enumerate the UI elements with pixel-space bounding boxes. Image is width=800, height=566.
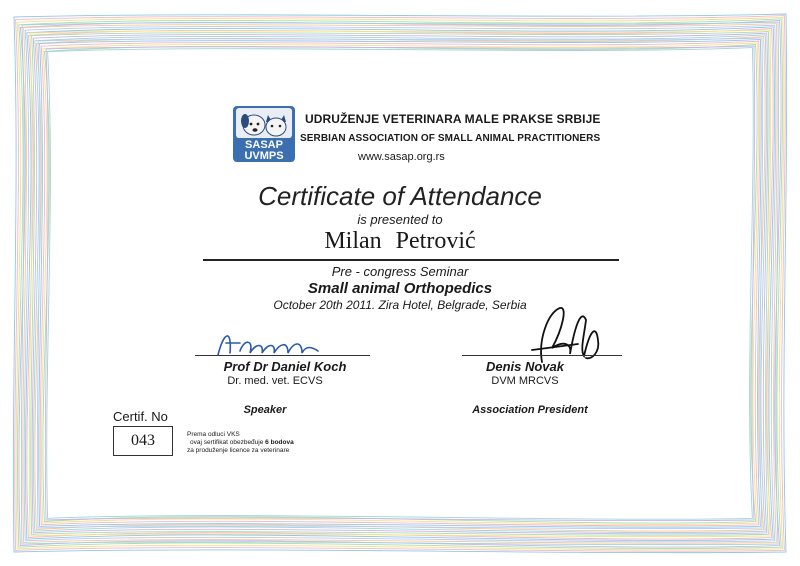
org-website: www.sasap.org.rs [358,151,445,163]
svg-text:UVMPS: UVMPS [244,150,284,162]
event-prefix: Pre - congress Seminar [331,264,469,279]
accreditation-note-text: ovaj sertifikat obezbeđuje [190,439,264,446]
event-date-place: October 20th 2011. Zira Hotel, Belgrade, Serbia [273,298,527,312]
speaker-signature [210,325,325,363]
speaker-credentials: Dr. med. vet. ECVS [227,375,323,387]
presented-to-text: is presented to [357,212,443,227]
accreditation-points: 6 bodova [265,439,294,446]
president-signature-line [462,355,622,356]
recipient-name: Milan Petrović [324,228,476,254]
certificate-number-label: Certif. No [113,409,168,424]
speaker-name: Prof Dr Daniel Koch [223,359,347,374]
accreditation-note-line1: Prema odluci VKS [187,431,240,438]
president-credentials: DVM MRCVS [491,375,559,387]
accreditation-note-line2 [190,439,294,447]
president-role: Association President [472,404,588,416]
president-name: Denis Novak [485,359,565,374]
accreditation-note-line3: za produženje licence za veterinare [187,447,290,454]
certificate-number-box: 043 [113,426,173,456]
org-name-serbian: UDRUŽENJE VETERINARA MALE PRAKSE SRBIJE [305,112,601,126]
speaker-role: Speaker [243,404,287,416]
sasap-logo [232,105,296,163]
org-name-english: SERBIAN ASSOCIATION OF SMALL ANIMAL PRACTITIONERS [300,133,601,144]
certificate-title: Certificate of Attendance [258,181,542,211]
name-underline [203,259,619,261]
speaker-signature-line [195,355,370,356]
event-title: Small animal Orthopedics [307,280,493,297]
svg-text:SASAP: SASAP [245,139,283,151]
